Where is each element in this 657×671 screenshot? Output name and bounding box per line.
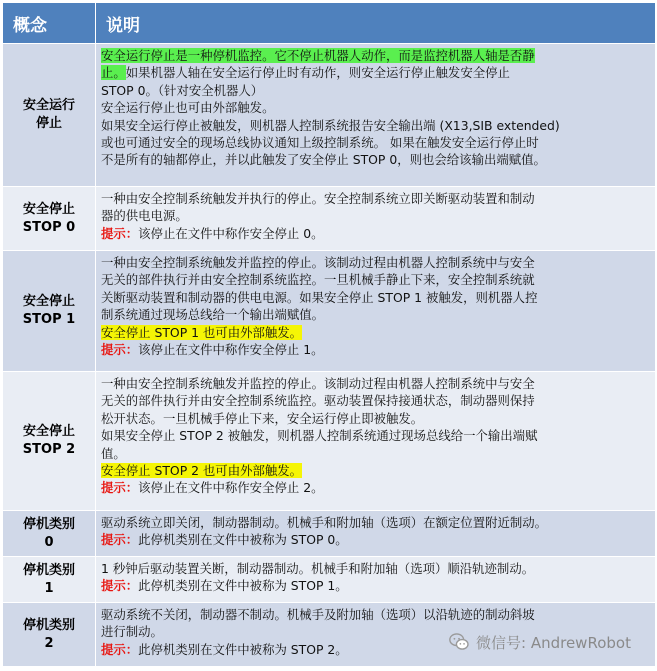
description-line xyxy=(101,271,650,288)
concept-cell xyxy=(3,557,96,603)
description-text: 进行制动。 xyxy=(101,624,163,640)
description-text: 关断驱动装置和制动器的供电电源。如果安全停止 STOP 1 被触发，则机器人控 xyxy=(101,289,538,305)
description-line xyxy=(101,375,650,392)
description-text: 该停止在文件中称作安全停止 2。 xyxy=(138,480,324,496)
tip-label: 提示： xyxy=(101,342,139,358)
description-cell xyxy=(96,251,656,372)
concept-label: 安全停止 xyxy=(22,201,75,217)
description-line xyxy=(101,151,650,168)
description-text: 此停机类别在文件中被称为 STOP 0。 xyxy=(138,532,348,548)
highlighted-text: 止。 xyxy=(101,65,126,81)
description-line xyxy=(101,445,650,462)
description-cell xyxy=(96,372,656,511)
table-row xyxy=(3,44,656,187)
table-row xyxy=(3,557,656,603)
table-row xyxy=(3,187,656,251)
description-text: 如果机器人轴在安全运行停止时有动作，则安全运行停止触发安全停止 xyxy=(125,65,510,81)
concept-label: 停机类别 xyxy=(22,516,75,532)
description-line xyxy=(101,289,650,306)
concept-table xyxy=(2,2,656,667)
header-description: 说明 xyxy=(96,3,656,44)
watermark xyxy=(448,628,653,656)
description-cell xyxy=(96,511,656,557)
description-line xyxy=(101,462,650,479)
description-line xyxy=(101,531,650,548)
concept-label: 安全停止 xyxy=(22,294,75,309)
description-line xyxy=(101,560,650,577)
concept-label: 安全停止 xyxy=(22,424,75,439)
description-line xyxy=(101,82,650,99)
description-line xyxy=(101,47,650,64)
description-line xyxy=(101,225,650,242)
tip-label: 提示： xyxy=(101,225,139,241)
concept-label: 2 xyxy=(44,635,54,651)
description-cell xyxy=(96,557,656,603)
table-row xyxy=(3,251,656,372)
tip-label: 提示： xyxy=(101,532,139,548)
description-text: 此停机类别在文件中被称为 STOP 2。 xyxy=(138,641,348,657)
description-cell xyxy=(96,44,656,187)
description-text: STOP 0。（针对安全机器人） xyxy=(101,82,264,98)
description-line xyxy=(101,134,650,151)
description-text: 此停机类别在文件中被称为 STOP 1。 xyxy=(138,578,348,594)
description-text: 无关的部件执行并由安全控制系统监控。一旦机械手静止下来，安全控制系统就 xyxy=(101,272,535,288)
description-text: 该停止在文件中称作安全停止 1。 xyxy=(138,342,324,358)
description-text: 值。 xyxy=(101,445,126,461)
concept-label: STOP 1 xyxy=(22,312,76,327)
description-line xyxy=(101,306,650,323)
concept-cell xyxy=(3,603,96,667)
wechat-icon xyxy=(448,631,470,653)
concept-cell xyxy=(3,372,96,511)
concept-label: 停机类别 xyxy=(22,617,75,633)
description-text: 松开状态。一旦机械手停止下来，安全运行停止即被触发。 xyxy=(101,410,424,426)
description-line xyxy=(101,577,650,594)
description-text: 不是所有的轴都停止，并以此触发了安全停止 STOP 0，则也会给该输出端赋值。 xyxy=(101,152,546,168)
description-text: 驱动系统不关闭，制动器不制动。机械手及附加轴（选项）以沿轨迹的制动斜坡 xyxy=(101,607,535,622)
description-line xyxy=(101,254,650,271)
table-row xyxy=(3,372,656,511)
concept-label: 停机类别 xyxy=(22,562,75,578)
description-text: 制系统通过现场总线给一个输出端赋值。 xyxy=(101,307,325,323)
description-line xyxy=(101,324,650,341)
description-text: 安全运行停止也可由外部触发。 xyxy=(101,100,275,116)
tip-label: 提示： xyxy=(101,641,139,657)
description-text: 无关的部件执行并由安全控制系统监控。驱动装置保持接通状态，制动器则保持 xyxy=(101,393,535,409)
concept-cell xyxy=(3,187,96,251)
description-line xyxy=(101,410,650,427)
description-line xyxy=(101,190,650,207)
description-text: 1 秒钟后驱动装置关断，制动器制动。机械手和附加轴（选项）顺沿轨迹制动。 xyxy=(101,561,535,576)
concept-label: 0 xyxy=(44,534,54,550)
description-line xyxy=(101,207,650,224)
description-text: 如果安全停止 STOP 2 被触发，则机器人控制系统通过现场总线给一个输出端赋 xyxy=(101,428,538,444)
highlighted-text: 安全停止 STOP 2 也可由外部触发。 xyxy=(101,463,303,479)
description-line xyxy=(101,341,650,358)
description-text: 一种由安全控制系统触发并监控的停止。该制动过程由机器人控制系统中与安全 xyxy=(101,255,535,270)
description-line xyxy=(101,427,650,444)
watermark-text: 微信号: AndrewRobot xyxy=(476,633,631,652)
concept-cell xyxy=(3,44,96,187)
description-line xyxy=(101,117,650,134)
highlighted-text: 安全运行停止是一种停机监控。它不停止机器人动作，而是监控机器人轴是否静 xyxy=(101,48,535,63)
description-text: 器的供电电源。 xyxy=(101,208,188,224)
tip-label: 提示： xyxy=(101,578,139,594)
description-text: 或也可通过安全的现场总线协议通知上级控制系统。 如果在触发安全运行停止时 xyxy=(101,135,539,151)
table-header-row xyxy=(3,3,656,44)
description-text: 一种由安全控制系统触发并执行的停止。安全控制系统立即关断驱动装置和制动 xyxy=(101,191,535,206)
tip-label: 提示： xyxy=(101,480,139,496)
concept-label: 1 xyxy=(44,580,54,596)
description-cell xyxy=(96,187,656,251)
header-concept: 概念 xyxy=(3,3,96,44)
description-line xyxy=(101,606,650,623)
description-line xyxy=(101,64,650,81)
table-row xyxy=(3,511,656,557)
description-line xyxy=(101,514,650,531)
concept-label: STOP 0 xyxy=(22,219,76,235)
description-text: 该停止在文件中称作安全停止 0。 xyxy=(138,225,324,241)
highlighted-text: 安全停止 STOP 1 也可由外部触发。 xyxy=(101,324,303,340)
description-line xyxy=(101,479,650,496)
concept-label: 安全运行 xyxy=(22,98,75,113)
concept-label: 停止 xyxy=(35,116,62,131)
description-text: 一种由安全控制系统触发并监控的停止。该制动过程由机器人控制系统中与安全 xyxy=(101,376,535,391)
description-text: 驱动系统立即关闭，制动器制动。机械手和附加轴（选项）在额定位置附近制动。 xyxy=(101,515,548,530)
description-text: 如果安全运行停止被触发，则机器人控制系统报告安全输出端 (X13,SIB extended) xyxy=(101,117,560,133)
description-line xyxy=(101,392,650,409)
description-line xyxy=(101,99,650,116)
concept-cell xyxy=(3,251,96,372)
concept-cell xyxy=(3,511,96,557)
concept-label: STOP 2 xyxy=(22,442,76,457)
